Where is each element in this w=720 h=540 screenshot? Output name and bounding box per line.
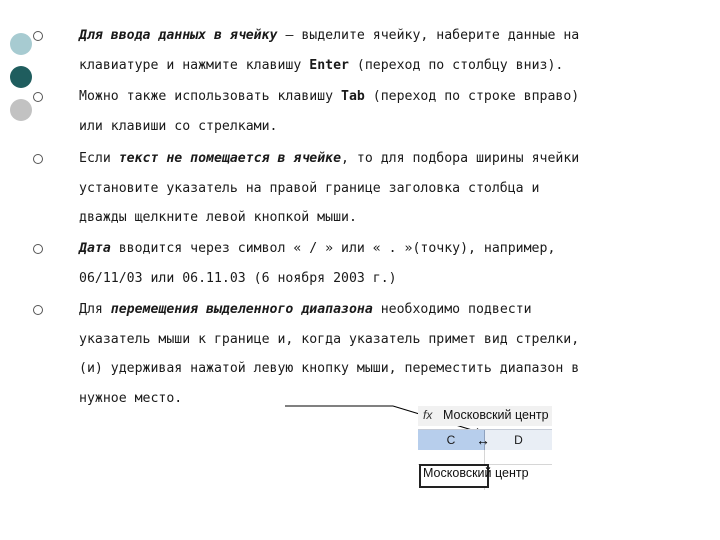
text-segment: Для: [79, 302, 111, 317]
text-segment: 06/11/03 или 06.11.03 (6 ноября 2003 г.): [79, 270, 397, 286]
emphasis-text: текст не помещается в ячейке: [118, 151, 342, 166]
emphasis-text: Tab: [341, 89, 365, 104]
text-segment: Можно также использовать клавишу: [79, 89, 342, 104]
excel-snippet: [418, 406, 552, 490]
column-resize-cursor-icon: ↔: [476, 432, 490, 448]
text-segment: дважды щелкните левой кнопкой мыши.: [79, 210, 357, 225]
text-segment: вводится через символ « / » или « . »(точку), например,: [110, 241, 556, 256]
text-segment: клавиатуре и нажмите клавишу: [79, 57, 310, 73]
text-segment: установите указатель на правой границе заголовка столбца и: [79, 180, 540, 196]
emphasis-text: Для ввода данных в ячейку: [79, 28, 278, 43]
formula-bar-value: Московский центр: [443, 408, 549, 422]
formula-bar: [418, 406, 552, 426]
text-segment: , то для подбора ширины ячейки: [341, 151, 580, 166]
text-segment: – выделите ячейку, наберите данные на: [277, 28, 580, 43]
text-segment: необходимо подвести: [372, 302, 532, 317]
emphasis-text: перемещения выделенного диапазона: [110, 302, 373, 317]
cell-value: Московский центр: [423, 466, 529, 480]
column-header-c[interactable]: C: [418, 430, 485, 450]
text-segment: Если: [79, 151, 119, 166]
text-segment: указатель мыши к границе и, когда указатель примет вид стрелки,: [79, 331, 580, 347]
text-segment: (переход по строке вправо): [364, 89, 580, 104]
text-segment: (и) удерживая нажатой левую кнопку мыши, переместить диапазон в: [79, 361, 580, 376]
text-segment: (переход по столбцу вниз).: [348, 57, 564, 73]
formula-fx-icon: fx: [423, 408, 433, 422]
column-header-row: [418, 429, 552, 450]
text-segment: нужное место.: [79, 390, 183, 406]
emphasis-text: Дата: [79, 241, 111, 256]
column-header-d[interactable]: D: [485, 430, 552, 450]
text-segment: или клавиши со стрелками.: [79, 118, 278, 134]
grid-row: [418, 450, 552, 465]
emphasis-text: Enter: [309, 57, 349, 73]
